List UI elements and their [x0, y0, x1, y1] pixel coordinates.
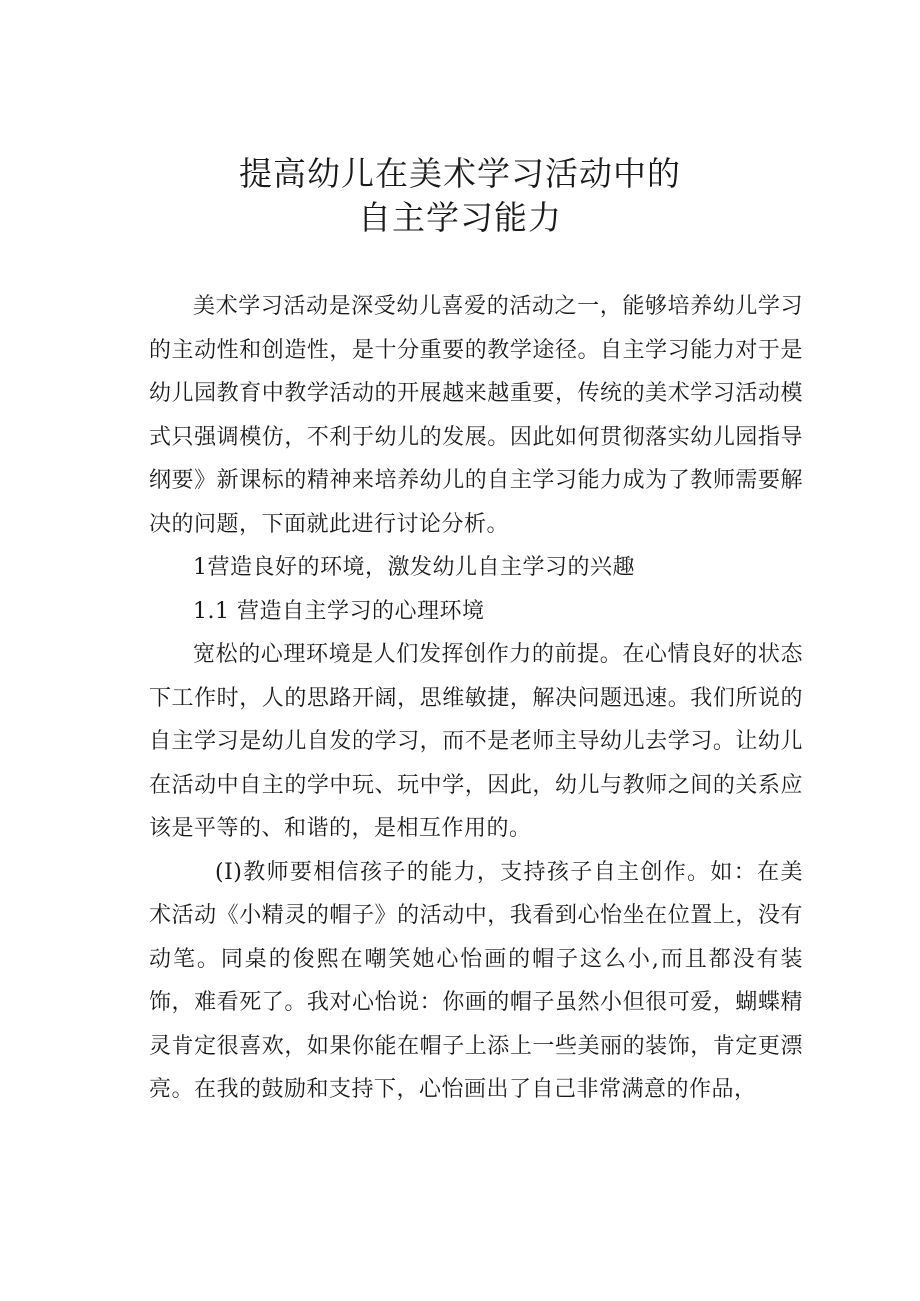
body-paragraph-example: (I)教师要相信孩子的能力，支持孩子自主创作。如：在美术活动《小精灵的帽子》的活动中，我看到心怡坐在位置上，没有动笔。同桌的俊熙在嘲笑她心怡画的帽子这么小,而且都没有装饰，难看死了。我对心怡说：你画的帽子虽然小但很可爱，蝴蝶精灵肯定很喜欢，如果你能在帽子上添上一些美丽的装饰，肯定更漂亮。在我的鼓励和支持下，心怡画出了自己非常满意的作品， [149, 859, 803, 1102]
subsection-heading-1-1: 1.1 营造自主学习的心理环境 [193, 598, 485, 624]
document-title-line-1: 提高幼儿在美术学习活动中的 [239, 154, 681, 193]
section-heading-1: 1营造良好的环境，激发幼儿自主学习的兴趣 [193, 555, 635, 580]
intro-paragraph: 美术学习活动是深受幼儿喜爱的活动之一，能够培养幼儿学习的主动性和创造性，是十分重要的教学途径。自主学习能力对于是幼儿园教育中教学活动的开展越来越重要，传统的美术学习活动模式只强调模仿，不利于幼儿的发展。因此如何贯彻落实幼儿园指导纲要》新课标的精神来培养幼儿的自主学习能力成为了教师需要解决的问题，下面就此进行讨论分析。 [149, 294, 803, 537]
document-body [149, 285, 803, 1112]
body-paragraph: 宽松的心理环境是人们发挥创作力的前提。在心情良好的状态下工作时，人的思路开阔，思维敏捷，解决问题迅速。我们所说的自主学习是幼儿自发的学习，而不是老师主导幼儿去学习。让幼儿在活动中自主的学中玩、玩中学，因此，幼儿与教师之间的关系应该是平等的、和谐的，是相互作用的。 [149, 642, 803, 841]
document-title-line-2: 自主学习能力 [358, 198, 562, 237]
